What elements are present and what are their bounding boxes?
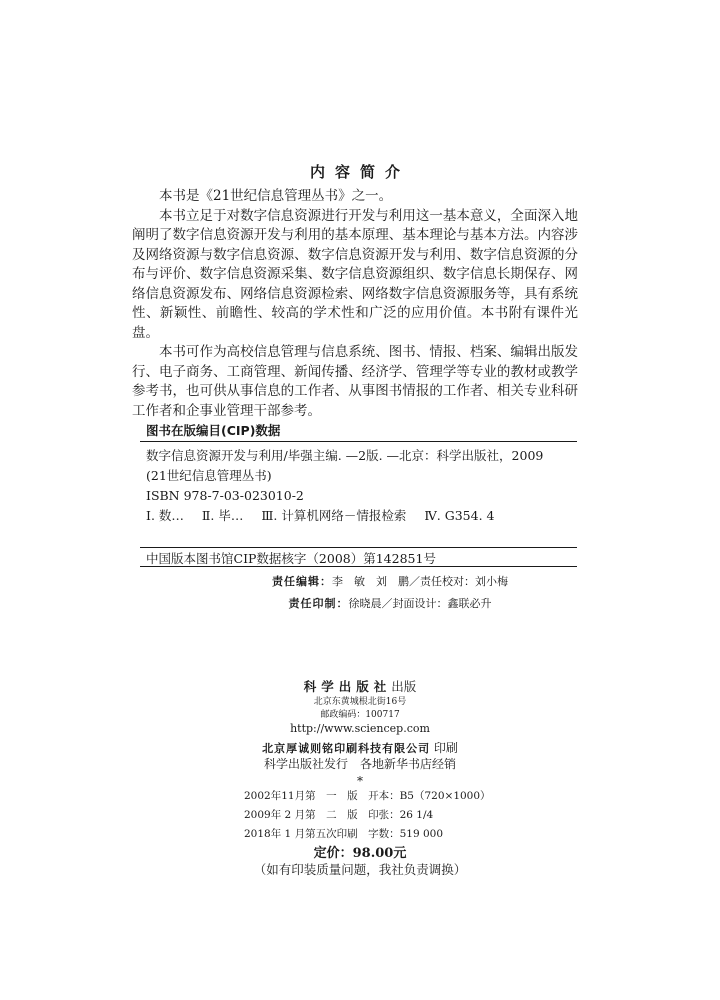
cip-rule-top [140,441,577,442]
cip-class-item: Ⅳ. G354. 4 [424,508,495,523]
cip-rule-bottom [140,566,577,567]
edition-line: 2009年 2 月第 二 版 印张：26 1/4 [244,809,434,821]
publisher-suffix: 出版 [391,679,417,694]
quality-notice: （如有印装质量问题，我社负责调换） [253,862,467,877]
cip-class-item: Ⅲ. 计算机网络－情报检索 [261,508,407,523]
summary-title: 内容简介 [309,163,410,181]
cip-record [146,446,578,526]
printer-suffix: 印刷 [433,741,458,755]
price: 定价：98.00元 [313,846,407,861]
editors-line-2 [0,595,720,611]
summary-body [132,187,578,421]
printer-name: 北京厚诚则铭印刷科技有限公司 [262,742,431,755]
cip-record-line: 数字信息资源开发与利用/毕强主编. —2版. —北京：科学出版社，2009 [146,448,544,463]
printing-label: 责任印制： [288,597,349,610]
cover-label: ／封面设计： [381,597,448,610]
cip-isbn-line: ISBN 978-7-03-023010-2 [146,488,304,503]
edition-line: 2018年 1 月第五次印刷 字数：519 000 [244,828,443,840]
proofreader-name: 刘小梅 [475,575,508,588]
proofreader-label: ／责任校对： [409,575,475,588]
publisher-name [0,677,720,695]
summary-paragraph: 本书是《21世纪信息管理丛书》之一。 [159,188,393,204]
cip-series-line: (21世纪信息管理丛书) [146,468,272,483]
printing-name: 徐晓晨 [348,597,382,610]
publisher-zip: 邮政编码：100717 [320,710,400,720]
cip-class-item: Ⅰ. 数… [146,508,184,523]
editor-names: 李 敏 刘 鹏 [332,575,409,588]
cip-heading: 图书在版编目(CIP)数据 [146,423,281,438]
summary-paragraph: 本书立足于对数字信息资源进行开发与利用这一基本意义，全面深入地阐明了数字信息资源开发与利用的基本原理、基本理论与基本方法。内容涉及网络资源与数字信息资源、数字信息资源开发与利用、数字信息资源的分布与评价、数字信息资源采集、数字信息资源组织、数字信息长期保存、网络信息资源发布、网络信息资源检索、网络数字信息资源服务等，具有系统性、新颖性、前瞻性、较高的学术性和广泛的应用价值。本书附有课件光盘。 [132,207,578,341]
separator-star: * [357,774,363,788]
editor-label: 责任编辑： [272,575,332,588]
cip-classification [146,506,578,526]
publisher-url: http://www.sciencep.com [290,722,430,735]
publisher-address: 北京东黄城根北街16号 [313,697,407,707]
cover-name: 鑫联必升 [447,597,492,610]
printer-line [0,739,720,756]
cip-class-item: Ⅱ. 毕… [201,508,244,523]
cip-rule-middle [140,547,577,548]
cip-number: 中国版本图书馆CIP数据核字（2008）第142851号 [146,551,436,566]
editors-line-1 [0,573,720,589]
edition-line: 2002年11月第 一 版 开本：B5（720×1000） [244,790,491,802]
summary-paragraph: 本书可作为高校信息管理与信息系统、图书、情报、档案、编辑出版发行、电子商务、工商管理、新闻传播、经济学、管理学等专业的教材或教学参考书，也可供从事信息的工作者、从事图书情报的工作者、相关专业科研工作者和企事业管理干部参考。 [132,344,578,419]
publisher-logo-text: 科学出版社 [303,679,392,694]
distribution-line: 科学出版社发行 各地新华书店经销 [263,757,456,771]
edition-info [244,787,491,844]
